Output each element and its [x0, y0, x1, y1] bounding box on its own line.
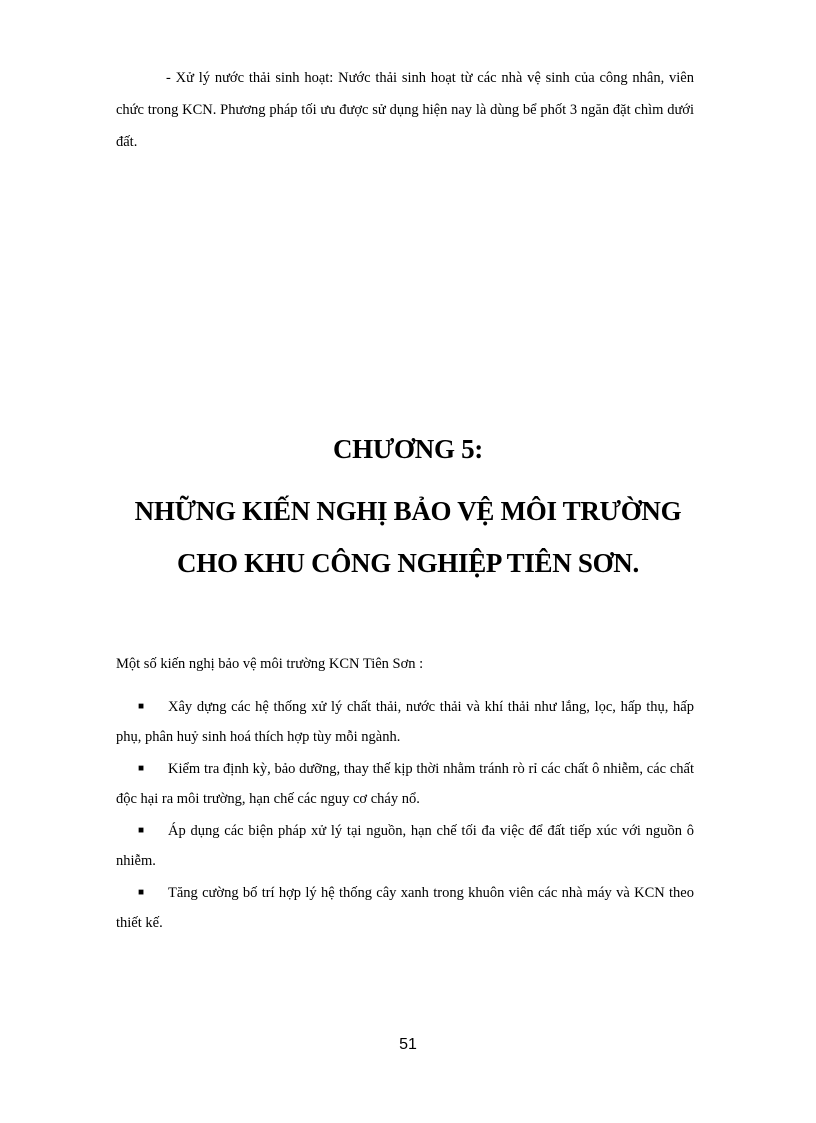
list-item — [116, 878, 694, 938]
lead-sentence: Một số kiến nghị bảo vệ môi trường KCN Tiên Sơn : — [116, 656, 424, 672]
list-item — [116, 754, 694, 814]
list-item-text: Kiểm tra định kỳ, bảo dưỡng, thay thế kịp thời nhằm tránh rò rỉ các chất ô nhiễm, các chất độc hại ra môi trường, hạn chế các nguy cơ cháy nổ. — [116, 761, 694, 807]
recommendation-list — [116, 692, 694, 938]
square-bullet-icon: ■ — [138, 887, 145, 898]
list-item — [116, 692, 694, 752]
list-item — [116, 816, 694, 876]
list-item-text: Tăng cường bố trí hợp lý hệ thống cây xanh trong khuôn viên các nhà máy và KCN theo thiết kế. — [116, 885, 694, 931]
list-item-text: Xây dựng các hệ thống xử lý chất thải, nước thải và khí thải như lắng, lọc, hấp thụ, hấp phụ, phân huỷ sinh hoá thích hợp tùy mỗi ngành. — [116, 699, 694, 745]
square-bullet-icon: ■ — [138, 763, 145, 774]
chapter-title-line-1: NHỮNG KIẾN NGHỊ BẢO VỆ MÔI TRƯỜNG — [134, 496, 682, 526]
chapter-title-line-2: CHO KHU CÔNG NGHIỆP TIÊN SƠN. — [177, 548, 639, 578]
square-bullet-icon: ■ — [138, 701, 145, 712]
page-number: 51 — [399, 1036, 417, 1053]
list-item-text: Áp dụng các biện pháp xử lý tại nguồn, hạn chế tối đa việc để đất tiếp xúc với nguồn ô nhiễm. — [116, 823, 694, 869]
chapter-label: CHƯƠNG 5: — [332, 434, 484, 464]
intro-paragraph: - Xử lý nước thải sinh hoạt: Nước thải sinh hoạt từ các nhà vệ sinh của công nhân, viên chức trong KCN. Phương pháp tối ưu được sử dụng hiện nay là dùng bể phốt 3 ngăn đặt chìm dưới đất. — [116, 70, 694, 150]
square-bullet-icon: ■ — [138, 825, 145, 836]
